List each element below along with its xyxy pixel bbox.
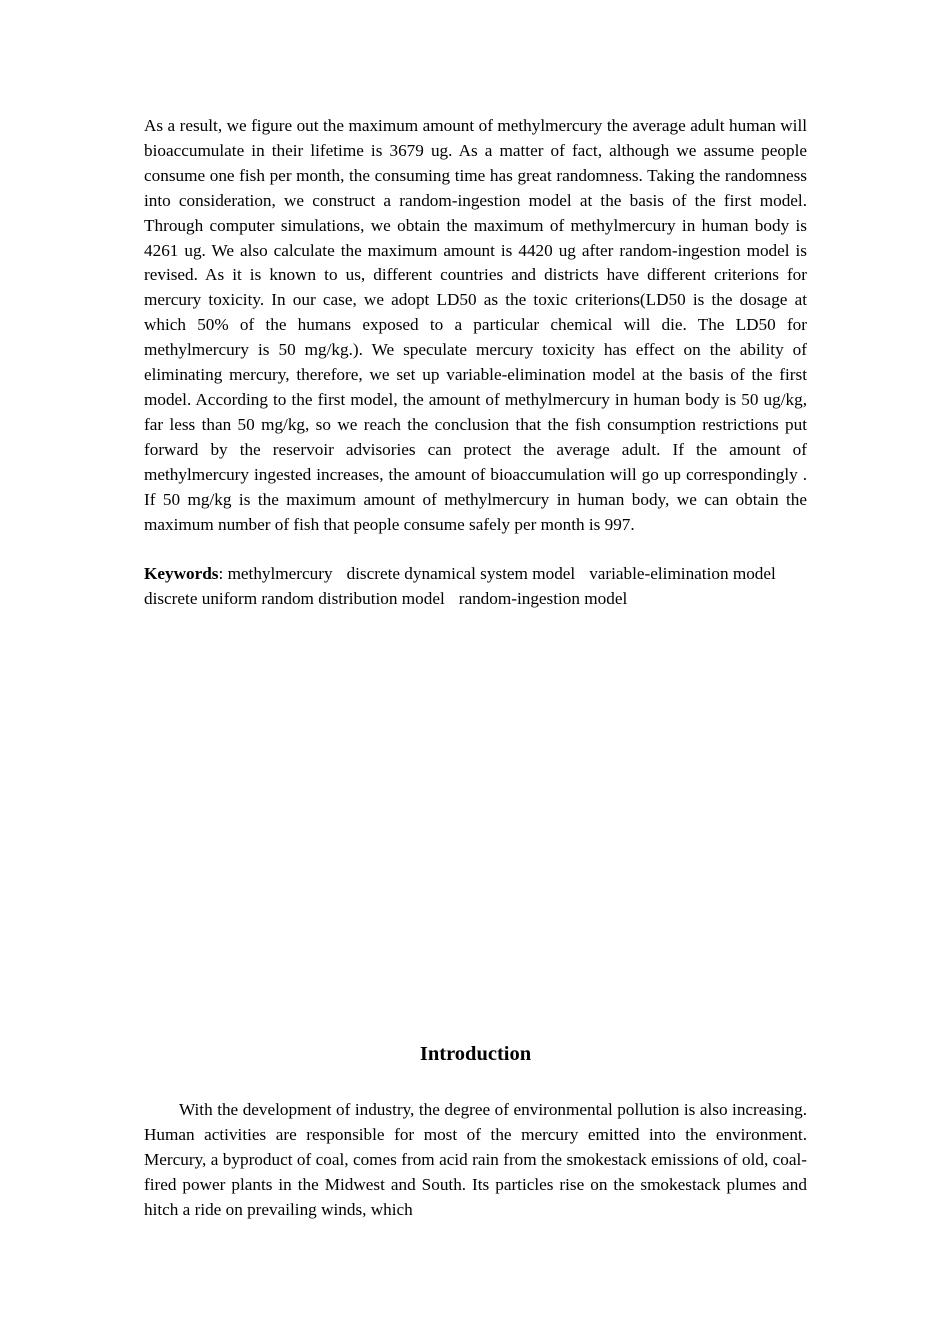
keywords-line <box>144 562 807 612</box>
introduction-heading: Introduction <box>419 1043 532 1065</box>
keyword-item: methylmercury <box>227 564 333 584</box>
keywords-label: Keywords <box>144 564 219 584</box>
introduction-paragraph: With the development of industry, the degree of environmental pollution is also increasing. Human activities are responsible for most of the mercury emitted into the environment. Mercury, a byproduct of coal, comes from acid rain from the smokestack emissions of old, coal-fired power plants in the Midwest and South. Its particles rise on the smokestack plumes and hitch a ride on prevailing winds, which <box>144 1100 807 1219</box>
abstract-section <box>144 114 807 612</box>
keyword-item: random-ingestion model <box>458 589 628 609</box>
keyword-item: discrete uniform random distribution model <box>144 589 445 609</box>
abstract-paragraph: As a result, we figure out the maximum amount of methylmercury the average adult human will bioaccumulate in their lifetime is 3679 ug. As a matter of fact, although we assume people consume one fish per month, the consuming time has great randomness. Taking the randomness into consideration, we construct a random-ingestion model at the basis of the first model. Through computer simulations, we obtain the maximum of methylmercury in human body is 4261 ug. We also calculate the maximum amount is 4420 ug after random-ingestion model is revised. As it is known to us, different countries and districts have different criterions for mercury toxicity. In our case, we adopt LD50 as the toxic criterions(LD50 is the dosage at which 50% of the humans exposed to a particular chemical will die. The LD50 for methylmercury is 50 mg/kg.). We speculate mercury toxicity has effect on the ability of eliminating mercury, therefore, we set up variable-elimination model at the basis of the first model. According to the first model, the amount of methylmercury in human body is 50 ug/kg, far less than 50 mg/kg, so we reach the conclusion that the fish consumption restrictions put forward by the reservoir advisories can protect the average adult. If the amount of methylmercury ingested increases, the amount of bioaccumulation will go up correspondingly . If 50 mg/kg is the maximum amount of methylmercury in human body, we can obtain the maximum number of fish that people consume safely per month is 997. <box>144 116 807 534</box>
keyword-item: discrete dynamical system model <box>346 564 576 584</box>
keyword-item: variable-elimination model <box>589 564 776 584</box>
keywords-separator: : <box>218 564 228 584</box>
